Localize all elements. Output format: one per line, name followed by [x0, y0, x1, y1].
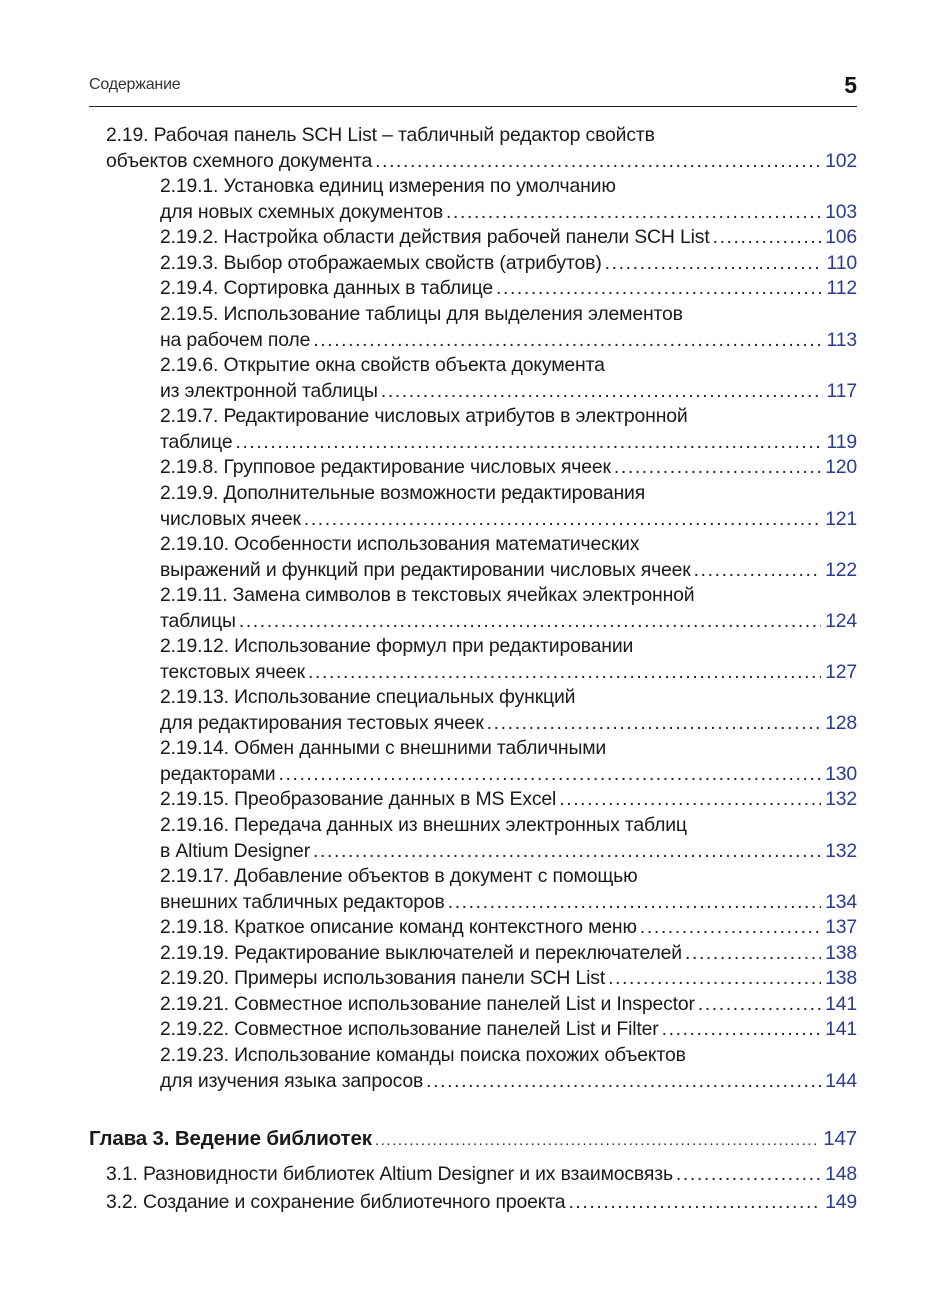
- dot-leader: [308, 660, 821, 686]
- toc-page-number[interactable]: 119: [826, 430, 857, 453]
- toc-entry[interactable]: [160, 915, 857, 941]
- toc-entry[interactable]: [160, 787, 857, 813]
- page-number: 5: [844, 72, 857, 98]
- toc-entry-last-line: [160, 251, 857, 277]
- dot-leader: [559, 787, 821, 813]
- toc-entry[interactable]: [106, 1162, 857, 1188]
- toc-page-number[interactable]: 124: [825, 609, 857, 632]
- toc-entry-last-line: [160, 455, 857, 481]
- toc-entry-title: из электронной таблицы: [160, 379, 378, 402]
- toc-entry-title: 2.19.20. Примеры использования панели SCH List: [160, 967, 606, 989]
- toc-page-number[interactable]: 149: [825, 1191, 857, 1213]
- toc-page-number[interactable]: 120: [825, 456, 857, 478]
- dot-leader: [278, 762, 821, 788]
- toc-page-number[interactable]: 110: [826, 252, 857, 274]
- toc-entry[interactable]: [160, 302, 857, 353]
- toc-entry[interactable]: [160, 941, 857, 967]
- toc-entry[interactable]: [106, 123, 857, 174]
- section-title: Содержание: [89, 76, 181, 93]
- toc-entry-title-line: 2.19.23. Использование команды поиска похожих объектов: [160, 1044, 686, 1066]
- toc-page-number[interactable]: 138: [825, 942, 857, 964]
- dot-leader: [304, 507, 821, 533]
- dot-leader: [568, 1190, 821, 1216]
- toc-entry-last-line: [160, 787, 857, 813]
- toc-entry-last-line: [160, 507, 857, 533]
- toc-page-number[interactable]: 130: [825, 762, 857, 785]
- toc-entry-title-line: 2.19.14. Обмен данными с внешними табличными: [160, 737, 607, 759]
- dot-leader: [235, 430, 822, 456]
- toc-entry[interactable]: [160, 1017, 857, 1043]
- toc-entry-title-line: 2.19. Рабочая панель SCH List – табличный редактор свойств: [106, 124, 655, 146]
- toc-entry[interactable]: [160, 276, 857, 302]
- toc-entry-last-line: [160, 711, 857, 737]
- dot-leader: [487, 711, 821, 737]
- toc-chapter[interactable]: [89, 1126, 857, 1154]
- toc-entry-last-line: [160, 328, 857, 354]
- dot-leader: [313, 328, 822, 354]
- toc-entry[interactable]: [106, 1190, 857, 1216]
- toc-entry-title-line: 2.19.16. Передача данных из внешних электронных таблиц: [160, 814, 687, 836]
- toc-entry-last-line: [160, 966, 857, 992]
- toc-entry-last-line: [89, 1126, 857, 1154]
- toc-page-number[interactable]: 138: [825, 967, 857, 989]
- toc-page-number[interactable]: 103: [825, 200, 857, 223]
- toc-entry-title: в Altium Designer: [160, 839, 310, 862]
- toc-entry-last-line: [160, 762, 857, 788]
- toc-entry-last-line: [160, 430, 857, 456]
- toc-page-number[interactable]: 127: [825, 660, 857, 683]
- toc-entry[interactable]: [160, 225, 857, 251]
- toc-entry-title-line: 2.19.11. Замена символов в текстовых ячейках электронной: [160, 584, 695, 606]
- toc-entry[interactable]: [160, 813, 857, 864]
- dot-leader: [313, 839, 821, 865]
- toc-entry[interactable]: [160, 174, 857, 225]
- toc-entry[interactable]: [160, 685, 857, 736]
- toc-entry-last-line: [160, 1069, 857, 1095]
- toc-page-number[interactable]: 141: [825, 993, 857, 1015]
- toc-entry-last-line: [160, 890, 857, 916]
- toc-entry-title-line: 2.19.5. Использование таблицы для выделения элементов: [160, 303, 683, 325]
- toc-entry-title: 3.1. Разновидности библиотек Altium Designer и их взаимосвязь: [106, 1163, 673, 1185]
- toc-entry-title-line: 2.19.6. Открытие окна свойств объекта документа: [160, 354, 605, 376]
- toc-entry-title: выражений и функций при редактировании числовых ячеек: [160, 558, 691, 581]
- toc-entry-title: 2.19.8. Групповое редактирование числовых ячеек: [160, 456, 611, 478]
- toc-entry[interactable]: [160, 864, 857, 915]
- toc-page-number[interactable]: 137: [825, 916, 857, 938]
- toc-entry-title: 2.19.3. Выбор отображаемых свойств (атрибутов): [160, 252, 602, 274]
- toc-entry[interactable]: [160, 992, 857, 1018]
- toc-entry-last-line: [160, 992, 857, 1018]
- dot-leader: [608, 966, 821, 992]
- toc-entry-title: таблицы: [160, 609, 236, 632]
- toc-page-number[interactable]: 112: [826, 277, 857, 299]
- toc-page-number[interactable]: 141: [825, 1018, 857, 1040]
- toc-entry-title: на рабочем поле: [160, 328, 311, 351]
- toc-entry[interactable]: [160, 455, 857, 481]
- toc-entry-title-line: 2.19.12. Использование формул при редактировании: [160, 635, 634, 657]
- toc-entry-last-line: [160, 839, 857, 865]
- toc-entry-title: внешних табличных редакторов: [160, 890, 445, 913]
- toc-entry-title-line: 2.19.10. Особенности использования математических: [160, 533, 640, 555]
- toc-entry[interactable]: [160, 481, 857, 532]
- toc-entry[interactable]: [160, 532, 857, 583]
- toc-entry-title-line: 2.19.13. Использование специальных функций: [160, 686, 576, 708]
- toc-entry-title-line: 2.19.7. Редактирование числовых атрибутов в электронной: [160, 405, 688, 427]
- dot-leader: [375, 149, 821, 175]
- toc-entry[interactable]: [160, 1043, 857, 1094]
- toc-entry-title: числовых ячеек: [160, 507, 301, 530]
- toc-entry[interactable]: [160, 353, 857, 404]
- dot-leader: [605, 251, 823, 277]
- toc-entry[interactable]: [160, 404, 857, 455]
- toc-entry-last-line: [160, 200, 857, 226]
- dot-leader: [694, 558, 821, 584]
- toc-page-number[interactable]: 117: [826, 379, 857, 402]
- toc-entry-last-line: [160, 660, 857, 686]
- dot-leader: [381, 379, 823, 405]
- toc-entry-last-line: [160, 558, 857, 584]
- dot-leader: [614, 455, 821, 481]
- toc-page-number[interactable]: 144: [825, 1069, 857, 1092]
- toc-entry-title: 3.2. Создание и сохранение библиотечного проекта: [106, 1191, 566, 1213]
- dot-leader: [662, 1017, 821, 1043]
- toc-page-number[interactable]: 102: [825, 149, 857, 172]
- toc-entry[interactable]: [160, 583, 857, 634]
- toc-entry-title: для изучения языка запросов: [160, 1069, 424, 1092]
- toc-entry[interactable]: [160, 251, 857, 277]
- dot-leader: [446, 200, 821, 226]
- dot-leader: [640, 915, 821, 941]
- toc-entry-last-line: [160, 379, 857, 405]
- toc-entry[interactable]: [160, 634, 857, 685]
- toc-entry-last-line: [106, 1190, 857, 1216]
- toc-entry[interactable]: [160, 736, 857, 787]
- toc-page-number[interactable]: 113: [826, 328, 857, 351]
- dot-leader: [239, 609, 821, 635]
- toc-entry-title: 2.19.18. Краткое описание команд контекстного меню: [160, 916, 637, 938]
- toc-entry-title: 2.19.19. Редактирование выключателей и переключателей: [160, 942, 682, 964]
- toc-page-number[interactable]: 132: [825, 839, 857, 862]
- toc-entry-title: для редактирования тестовых ячеек: [160, 711, 484, 734]
- toc-entry-title-line: 2.19.1. Установка единиц измерения по умолчанию: [160, 175, 616, 197]
- toc-entry-last-line: [106, 1162, 857, 1188]
- toc-entry-title: текстовых ячеек: [160, 660, 306, 683]
- toc-entry-title: таблице: [160, 430, 233, 453]
- toc-entry-last-line: [160, 1017, 857, 1043]
- dot-leader: [676, 1162, 821, 1188]
- running-header: [89, 70, 857, 107]
- toc-page-number[interactable]: 106: [825, 226, 857, 248]
- toc-page-number[interactable]: 148: [825, 1163, 857, 1185]
- dot-leader: [685, 941, 821, 967]
- toc-entry-title: 2.19.21. Совместное использование панелей List и Inspector: [160, 993, 695, 1015]
- dot-leader: [713, 225, 822, 251]
- toc-entry[interactable]: [160, 966, 857, 992]
- dot-leader: [448, 890, 821, 916]
- toc-entry-title: редакторами: [160, 762, 276, 785]
- toc-page-number[interactable]: 147: [823, 1127, 857, 1150]
- dot-leader: [698, 992, 821, 1018]
- toc-entry-title-line: 2.19.9. Дополнительные возможности редактирования: [160, 482, 646, 504]
- toc-entry-last-line: [106, 149, 857, 175]
- toc-entry-title: объектов схемного документа: [106, 149, 373, 172]
- toc-entry-title-line: 2.19.17. Добавление объектов в документ с помощью: [160, 865, 638, 887]
- toc-entry-title: 2.19.4. Сортировка данных в таблице: [160, 277, 493, 299]
- toc-entry-last-line: [160, 609, 857, 635]
- toc-page-number[interactable]: 132: [825, 788, 857, 810]
- toc-entry-title: Глава 3. Ведение библиотек: [89, 1127, 372, 1150]
- toc-entry-title: для новых схемных документов: [160, 200, 443, 223]
- toc-entry-last-line: [160, 915, 857, 941]
- dot-leader: [496, 276, 823, 302]
- toc-entry-last-line: [160, 225, 857, 251]
- toc-entry-last-line: [160, 941, 857, 967]
- toc-entry-last-line: [160, 276, 857, 302]
- dot-leader: [375, 1128, 819, 1154]
- dot-leader: [426, 1069, 821, 1095]
- toc-page-number[interactable]: 121: [825, 507, 857, 530]
- toc-page-number[interactable]: 128: [825, 711, 857, 734]
- toc-entry-title: 2.19.2. Настройка области действия рабочей панели SCH List: [160, 226, 710, 248]
- toc-entry-title: 2.19.22. Совместное использование панелей List и Filter: [160, 1018, 659, 1040]
- toc-page-number[interactable]: 122: [825, 558, 857, 581]
- toc-page-number[interactable]: 134: [825, 890, 857, 913]
- toc-entry-title: 2.19.15. Преобразование данных в MS Excel: [160, 788, 557, 810]
